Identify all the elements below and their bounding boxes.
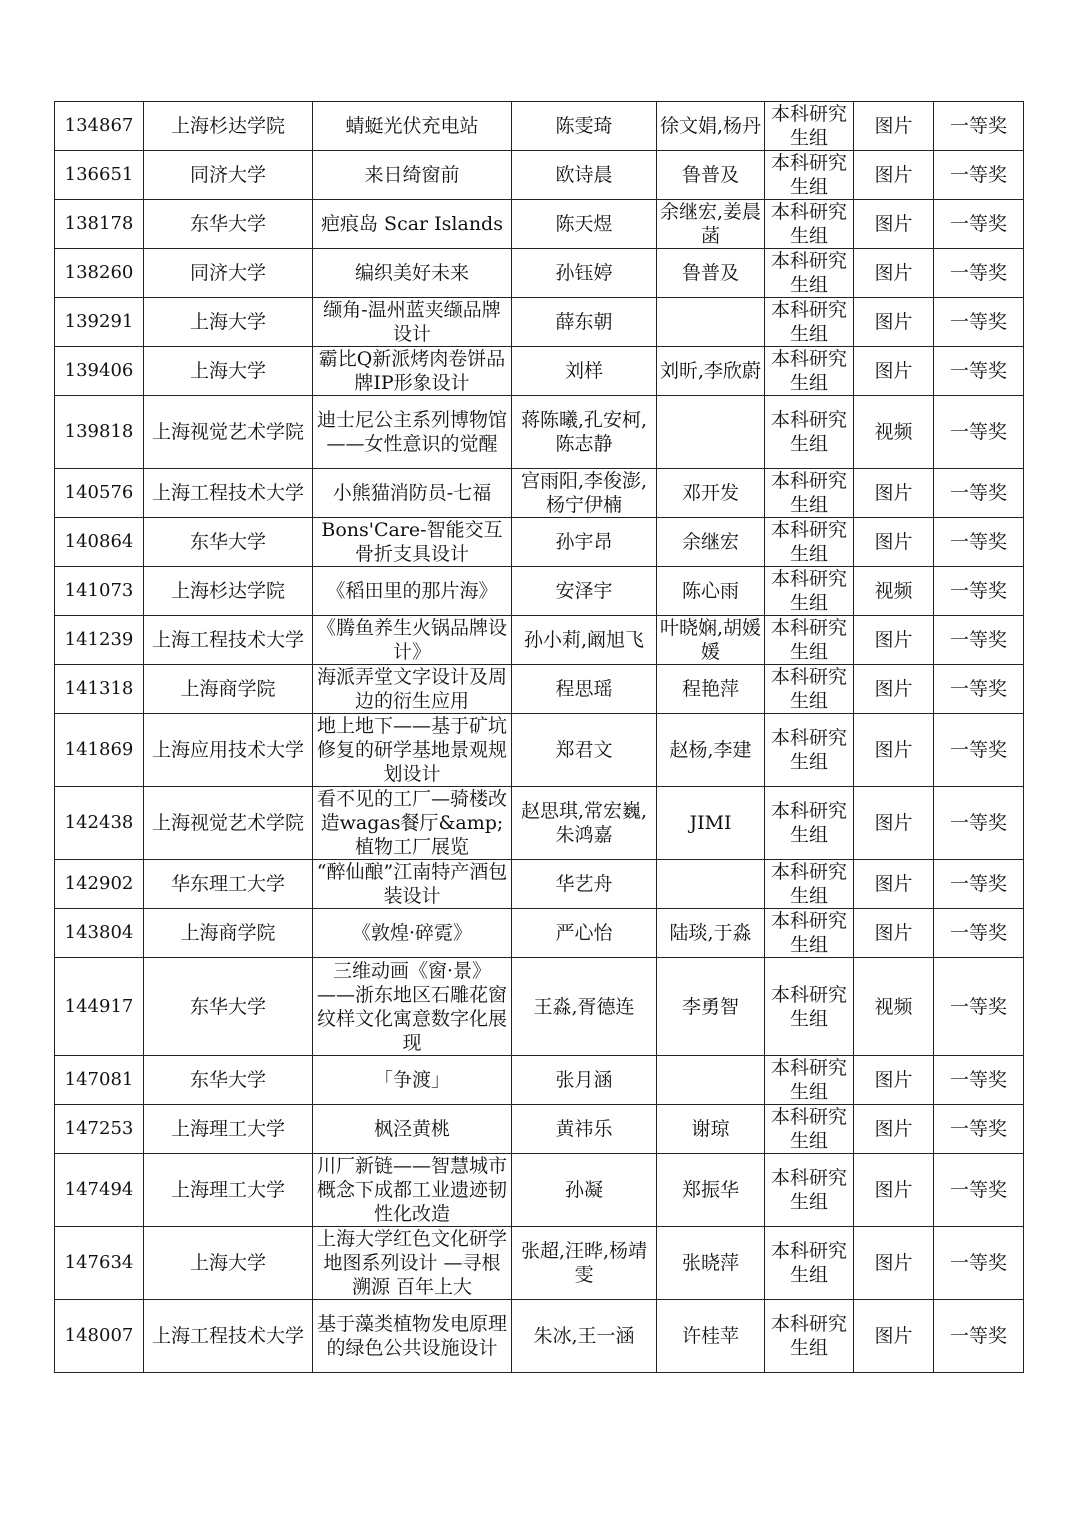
group: 本科研究生组 bbox=[765, 665, 854, 714]
group: 本科研究生组 bbox=[765, 909, 854, 958]
award: 一等奖 bbox=[934, 200, 1024, 249]
school: 东华大学 bbox=[144, 1056, 313, 1105]
entry-id: 141073 bbox=[55, 567, 144, 616]
work-title: 「争渡」 bbox=[313, 1056, 512, 1105]
advisors: 叶晓娴,胡媛媛 bbox=[657, 616, 765, 665]
table-row bbox=[55, 958, 1024, 1056]
school: 上海应用技术大学 bbox=[144, 714, 313, 787]
school: 上海商学院 bbox=[144, 909, 313, 958]
award: 一等奖 bbox=[934, 665, 1024, 714]
school: 上海视觉艺术学院 bbox=[144, 396, 313, 469]
table-row bbox=[55, 1227, 1024, 1300]
work-type: 图片 bbox=[854, 151, 934, 200]
group: 本科研究生组 bbox=[765, 1154, 854, 1227]
authors: 黄祎乐 bbox=[512, 1105, 657, 1154]
work-type: 图片 bbox=[854, 787, 934, 860]
table-row bbox=[55, 1154, 1024, 1227]
work-title: 疤痕岛 Scar Islands bbox=[313, 200, 512, 249]
school: 上海商学院 bbox=[144, 665, 313, 714]
work-type: 图片 bbox=[854, 200, 934, 249]
work-title: 上海大学红色文化研学地图系列设计 —寻根溯源 百年上大 bbox=[313, 1227, 512, 1300]
group: 本科研究生组 bbox=[765, 200, 854, 249]
award: 一等奖 bbox=[934, 958, 1024, 1056]
award: 一等奖 bbox=[934, 151, 1024, 200]
authors: 宫雨阳,李俊澎,杨宁伊楠 bbox=[512, 469, 657, 518]
advisors: 陈心雨 bbox=[657, 567, 765, 616]
work-title: Bons'Care-智能交互骨折支具设计 bbox=[313, 518, 512, 567]
table-row bbox=[55, 200, 1024, 249]
advisors bbox=[657, 860, 765, 909]
authors: 赵思琪,常宏巍,朱鸿嘉 bbox=[512, 787, 657, 860]
work-type: 图片 bbox=[854, 1227, 934, 1300]
work-type: 图片 bbox=[854, 249, 934, 298]
award: 一等奖 bbox=[934, 298, 1024, 347]
group: 本科研究生组 bbox=[765, 1227, 854, 1300]
authors: 刘样 bbox=[512, 347, 657, 396]
authors: 郑君文 bbox=[512, 714, 657, 787]
work-title: “醉仙酿”江南特产酒包装设计 bbox=[313, 860, 512, 909]
school: 上海理工大学 bbox=[144, 1154, 313, 1227]
work-title: 看不见的工厂—骑楼改造wagas餐厅&amp;植物工厂展览 bbox=[313, 787, 512, 860]
award: 一等奖 bbox=[934, 1105, 1024, 1154]
work-title: 编织美好未来 bbox=[313, 249, 512, 298]
work-title: 基于藻类植物发电原理的绿色公共设施设计 bbox=[313, 1300, 512, 1373]
award: 一等奖 bbox=[934, 396, 1024, 469]
group: 本科研究生组 bbox=[765, 151, 854, 200]
group: 本科研究生组 bbox=[765, 567, 854, 616]
work-type: 视频 bbox=[854, 958, 934, 1056]
table-row bbox=[55, 298, 1024, 347]
group: 本科研究生组 bbox=[765, 1300, 854, 1373]
entry-id: 140576 bbox=[55, 469, 144, 518]
table-row bbox=[55, 665, 1024, 714]
award: 一等奖 bbox=[934, 347, 1024, 396]
award: 一等奖 bbox=[934, 1056, 1024, 1105]
table-row bbox=[55, 518, 1024, 567]
entry-id: 147494 bbox=[55, 1154, 144, 1227]
table-row bbox=[55, 1105, 1024, 1154]
award: 一等奖 bbox=[934, 518, 1024, 567]
school: 上海大学 bbox=[144, 347, 313, 396]
award: 一等奖 bbox=[934, 909, 1024, 958]
authors: 薛东朝 bbox=[512, 298, 657, 347]
work-type: 图片 bbox=[854, 860, 934, 909]
group: 本科研究生组 bbox=[765, 396, 854, 469]
school: 东华大学 bbox=[144, 518, 313, 567]
advisors: 陆琰,于淼 bbox=[657, 909, 765, 958]
work-title: 小熊猫消防员-七福 bbox=[313, 469, 512, 518]
table-row bbox=[55, 909, 1024, 958]
entry-id: 148007 bbox=[55, 1300, 144, 1373]
table-row bbox=[55, 102, 1024, 151]
award: 一等奖 bbox=[934, 1227, 1024, 1300]
authors: 孙小莉,阚旭飞 bbox=[512, 616, 657, 665]
entry-id: 139818 bbox=[55, 396, 144, 469]
school: 上海杉达学院 bbox=[144, 102, 313, 151]
table-row bbox=[55, 787, 1024, 860]
work-type: 图片 bbox=[854, 347, 934, 396]
entry-id: 142438 bbox=[55, 787, 144, 860]
advisors: 鲁普及 bbox=[657, 151, 765, 200]
entry-id: 140864 bbox=[55, 518, 144, 567]
group: 本科研究生组 bbox=[765, 860, 854, 909]
work-title: 迪士尼公主系列博物馆——女性意识的觉醒 bbox=[313, 396, 512, 469]
school: 上海视觉艺术学院 bbox=[144, 787, 313, 860]
entry-id: 134867 bbox=[55, 102, 144, 151]
award: 一等奖 bbox=[934, 249, 1024, 298]
entry-id: 142902 bbox=[55, 860, 144, 909]
table-row bbox=[55, 616, 1024, 665]
group: 本科研究生组 bbox=[765, 958, 854, 1056]
table-row bbox=[55, 1300, 1024, 1373]
authors: 张超,汪晔,杨靖雯 bbox=[512, 1227, 657, 1300]
award: 一等奖 bbox=[934, 616, 1024, 665]
advisors: 程艳萍 bbox=[657, 665, 765, 714]
work-type: 图片 bbox=[854, 616, 934, 665]
work-title: 《敦煌·碎霓》 bbox=[313, 909, 512, 958]
authors: 孙宇昂 bbox=[512, 518, 657, 567]
table-row bbox=[55, 714, 1024, 787]
school: 东华大学 bbox=[144, 958, 313, 1056]
school: 上海工程技术大学 bbox=[144, 469, 313, 518]
school: 上海工程技术大学 bbox=[144, 616, 313, 665]
advisors: JIMI bbox=[657, 787, 765, 860]
entry-id: 141239 bbox=[55, 616, 144, 665]
group: 本科研究生组 bbox=[765, 714, 854, 787]
school: 上海大学 bbox=[144, 1227, 313, 1300]
advisors bbox=[657, 1056, 765, 1105]
authors: 王淼,胥德连 bbox=[512, 958, 657, 1056]
work-type: 视频 bbox=[854, 567, 934, 616]
school: 上海杉达学院 bbox=[144, 567, 313, 616]
group: 本科研究生组 bbox=[765, 249, 854, 298]
advisors: 刘昕,李欣蔚 bbox=[657, 347, 765, 396]
advisors: 余继宏,姜晨菡 bbox=[657, 200, 765, 249]
advisors: 余继宏 bbox=[657, 518, 765, 567]
school: 上海大学 bbox=[144, 298, 313, 347]
group: 本科研究生组 bbox=[765, 298, 854, 347]
authors: 欧诗晨 bbox=[512, 151, 657, 200]
authors: 朱冰,王一涵 bbox=[512, 1300, 657, 1373]
authors: 陈雯琦 bbox=[512, 102, 657, 151]
school: 上海工程技术大学 bbox=[144, 1300, 313, 1373]
entry-id: 138178 bbox=[55, 200, 144, 249]
award: 一等奖 bbox=[934, 860, 1024, 909]
entry-id: 147634 bbox=[55, 1227, 144, 1300]
group: 本科研究生组 bbox=[765, 102, 854, 151]
advisors: 徐文娟,杨丹 bbox=[657, 102, 765, 151]
authors: 程思瑶 bbox=[512, 665, 657, 714]
table-row bbox=[55, 1056, 1024, 1105]
table-row bbox=[55, 469, 1024, 518]
authors: 蒋陈曦,孔安柯,陈志静 bbox=[512, 396, 657, 469]
awards-table bbox=[54, 101, 1024, 1373]
group: 本科研究生组 bbox=[765, 469, 854, 518]
advisors: 赵杨,李建 bbox=[657, 714, 765, 787]
school: 同济大学 bbox=[144, 249, 313, 298]
advisors: 张晓萍 bbox=[657, 1227, 765, 1300]
table-row bbox=[55, 249, 1024, 298]
advisors: 郑振华 bbox=[657, 1154, 765, 1227]
group: 本科研究生组 bbox=[765, 787, 854, 860]
advisors bbox=[657, 298, 765, 347]
authors: 陈天煜 bbox=[512, 200, 657, 249]
authors: 孙凝 bbox=[512, 1154, 657, 1227]
school: 华东理工大学 bbox=[144, 860, 313, 909]
school: 上海理工大学 bbox=[144, 1105, 313, 1154]
work-type: 图片 bbox=[854, 665, 934, 714]
advisors: 许桂苹 bbox=[657, 1300, 765, 1373]
work-type: 图片 bbox=[854, 518, 934, 567]
entry-id: 138260 bbox=[55, 249, 144, 298]
table-row bbox=[55, 151, 1024, 200]
work-type: 图片 bbox=[854, 1105, 934, 1154]
award: 一等奖 bbox=[934, 1154, 1024, 1227]
work-type: 图片 bbox=[854, 469, 934, 518]
work-type: 图片 bbox=[854, 298, 934, 347]
authors: 安泽宇 bbox=[512, 567, 657, 616]
award: 一等奖 bbox=[934, 714, 1024, 787]
advisors: 李勇智 bbox=[657, 958, 765, 1056]
work-title: 三维动画《窗·景》——浙东地区石雕花窗纹样文化寓意数字化展现 bbox=[313, 958, 512, 1056]
group: 本科研究生组 bbox=[765, 347, 854, 396]
work-title: 霸比Q新派烤肉卷饼品牌IP形象设计 bbox=[313, 347, 512, 396]
work-title: 来日绮窗前 bbox=[313, 151, 512, 200]
advisors: 谢琼 bbox=[657, 1105, 765, 1154]
work-type: 图片 bbox=[854, 1154, 934, 1227]
award: 一等奖 bbox=[934, 567, 1024, 616]
award: 一等奖 bbox=[934, 1300, 1024, 1373]
award: 一等奖 bbox=[934, 102, 1024, 151]
work-title: 地上地下——基于矿坑修复的研学基地景观规划设计 bbox=[313, 714, 512, 787]
group: 本科研究生组 bbox=[765, 518, 854, 567]
work-type: 图片 bbox=[854, 714, 934, 787]
work-type: 图片 bbox=[854, 909, 934, 958]
work-title: 蜻蜓光伏充电站 bbox=[313, 102, 512, 151]
entry-id: 144917 bbox=[55, 958, 144, 1056]
work-type: 图片 bbox=[854, 102, 934, 151]
work-type: 图片 bbox=[854, 1300, 934, 1373]
award: 一等奖 bbox=[934, 469, 1024, 518]
table-row bbox=[55, 347, 1024, 396]
entry-id: 141869 bbox=[55, 714, 144, 787]
group: 本科研究生组 bbox=[765, 616, 854, 665]
authors: 张月涵 bbox=[512, 1056, 657, 1105]
school: 东华大学 bbox=[144, 200, 313, 249]
advisors: 鲁普及 bbox=[657, 249, 765, 298]
authors: 严心怡 bbox=[512, 909, 657, 958]
work-type: 视频 bbox=[854, 396, 934, 469]
advisors bbox=[657, 396, 765, 469]
award: 一等奖 bbox=[934, 787, 1024, 860]
advisors: 邓开发 bbox=[657, 469, 765, 518]
entry-id: 147253 bbox=[55, 1105, 144, 1154]
work-title: 枫泾黄桃 bbox=[313, 1105, 512, 1154]
work-title: 《稻田里的那片海》 bbox=[313, 567, 512, 616]
school: 同济大学 bbox=[144, 151, 313, 200]
entry-id: 143804 bbox=[55, 909, 144, 958]
work-title: 海派弄堂文字设计及周边的衍生应用 bbox=[313, 665, 512, 714]
work-title: 《腾鱼养生火锅品牌设计》 bbox=[313, 616, 512, 665]
authors: 孙钰婷 bbox=[512, 249, 657, 298]
entry-id: 147081 bbox=[55, 1056, 144, 1105]
entry-id: 139406 bbox=[55, 347, 144, 396]
table-row bbox=[55, 567, 1024, 616]
entry-id: 141318 bbox=[55, 665, 144, 714]
group: 本科研究生组 bbox=[765, 1056, 854, 1105]
work-title: 缬角-温州蓝夹缬品牌设计 bbox=[313, 298, 512, 347]
work-type: 图片 bbox=[854, 1056, 934, 1105]
entry-id: 136651 bbox=[55, 151, 144, 200]
group: 本科研究生组 bbox=[765, 1105, 854, 1154]
entry-id: 139291 bbox=[55, 298, 144, 347]
table-row bbox=[55, 396, 1024, 469]
work-title: 川厂新链——智慧城市概念下成都工业遗迹韧性化改造 bbox=[313, 1154, 512, 1227]
authors: 华艺舟 bbox=[512, 860, 657, 909]
table-row bbox=[55, 860, 1024, 909]
